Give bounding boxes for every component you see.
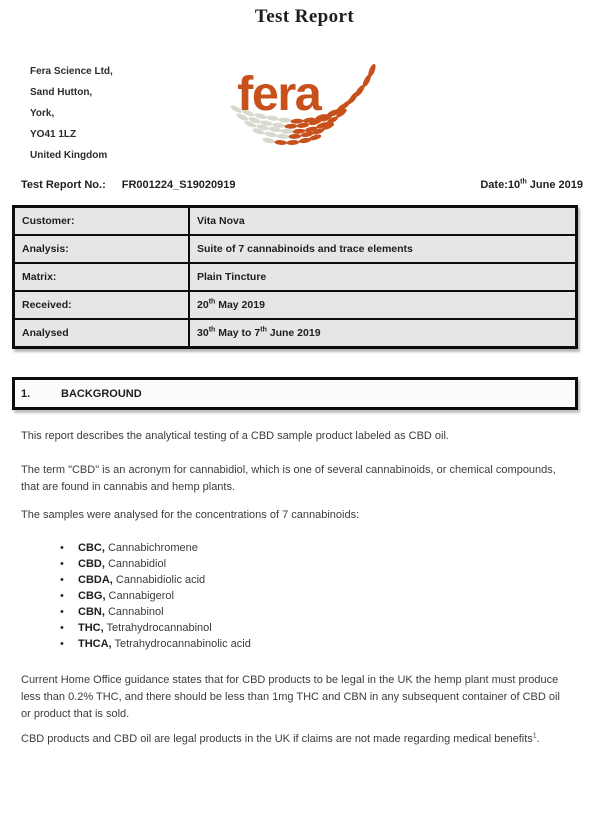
address-line: Fera Science Ltd, — [30, 66, 113, 77]
section-number: 1. — [21, 387, 31, 400]
info-table — [12, 205, 578, 349]
bullet-abbr: CBG, — [78, 590, 106, 602]
address-line: York, — [30, 108, 55, 119]
bullet-abbr: CBDA, — [78, 574, 113, 586]
section-header — [12, 377, 578, 410]
table-row — [14, 291, 577, 319]
list-item: • CBD, Cannabidiol — [21, 556, 566, 572]
report-no-label: Test Report No.: — [21, 179, 106, 191]
report-number — [21, 179, 236, 191]
table-row — [14, 263, 577, 291]
date-label: Date: — [480, 179, 508, 191]
footnote-ref: 1 — [532, 732, 537, 740]
list-item: • THCA, Tetrahydrocannabinolic acid — [21, 636, 566, 652]
row-label: Analysed — [14, 319, 190, 348]
row-label: Analysis: — [14, 235, 190, 263]
bullet-abbr: THCA, — [78, 638, 112, 650]
paragraph: The term "CBD" is an acronym for cannabidiol, which is one of several cannabinoids, or chemical compounds, that are found in cannabis and hemp plants. — [21, 464, 556, 493]
paragraph: This report describes the analytical testing of a CBD sample product labeled as CBD oil. — [21, 430, 449, 442]
row-value: 20th May 2019 — [189, 291, 577, 319]
bullet-abbr: CBD, — [78, 558, 105, 570]
sender-address — [30, 61, 113, 166]
bullet-abbr: THC, — [78, 622, 104, 634]
row-value: Plain Tincture — [189, 263, 577, 291]
paragraph: CBD products and CBD oil are legal products in the UK if claims are not made regarding medical benefits$^1$. — [21, 732, 540, 745]
report-no-value: FR001224_S19020919 — [121, 179, 236, 191]
fera-wordmark: fera — [237, 67, 321, 122]
row-label: Received: — [14, 291, 190, 319]
table-row — [14, 319, 577, 348]
cannabinoid-list — [21, 540, 566, 652]
list-item: • CBN, Cannabinol — [21, 604, 566, 620]
list-item: • THC, Tetrahydrocannabinol — [21, 620, 566, 636]
report-meta-row — [21, 179, 583, 191]
address-line: United Kingdom — [30, 150, 108, 161]
fera-logo — [226, 62, 378, 148]
row-value: Vita Nova — [189, 207, 577, 236]
section-title: BACKGROUND — [61, 387, 142, 400]
paragraph: The samples were analysed for the concentrations of 7 cannabinoids: — [21, 509, 360, 521]
row-label: Customer: — [14, 207, 190, 236]
list-item: • CBG, Cannabigerol — [21, 588, 566, 604]
list-item: • CBC, Cannabichromene — [21, 540, 566, 556]
table-row — [14, 207, 577, 236]
bullet-abbr: CBN, — [78, 606, 105, 618]
table-row — [14, 235, 577, 263]
address-line: Sand Hutton, — [30, 87, 93, 98]
paragraph: Current Home Office guidance states that for CBD products to be legal in the UK the hemp plant must produce less than 0.2% THC, and there should be less than 1mg THC and CBN in any subsequent container of CBD oil or product that is sold. — [21, 674, 560, 720]
report-date: Date:10th June 2019 — [480, 178, 583, 191]
row-value: Suite of 7 cannabinoids and trace elements — [189, 235, 577, 263]
address-line: YO41 1LZ — [30, 129, 77, 140]
row-label: Matrix: — [14, 263, 190, 291]
bullet-abbr: CBC, — [78, 542, 105, 554]
list-item: • CBDA, Cannabidiolic acid — [21, 572, 566, 588]
row-value: 30th May to 7th June 2019 — [189, 319, 577, 348]
page-title: Test Report — [254, 6, 355, 27]
